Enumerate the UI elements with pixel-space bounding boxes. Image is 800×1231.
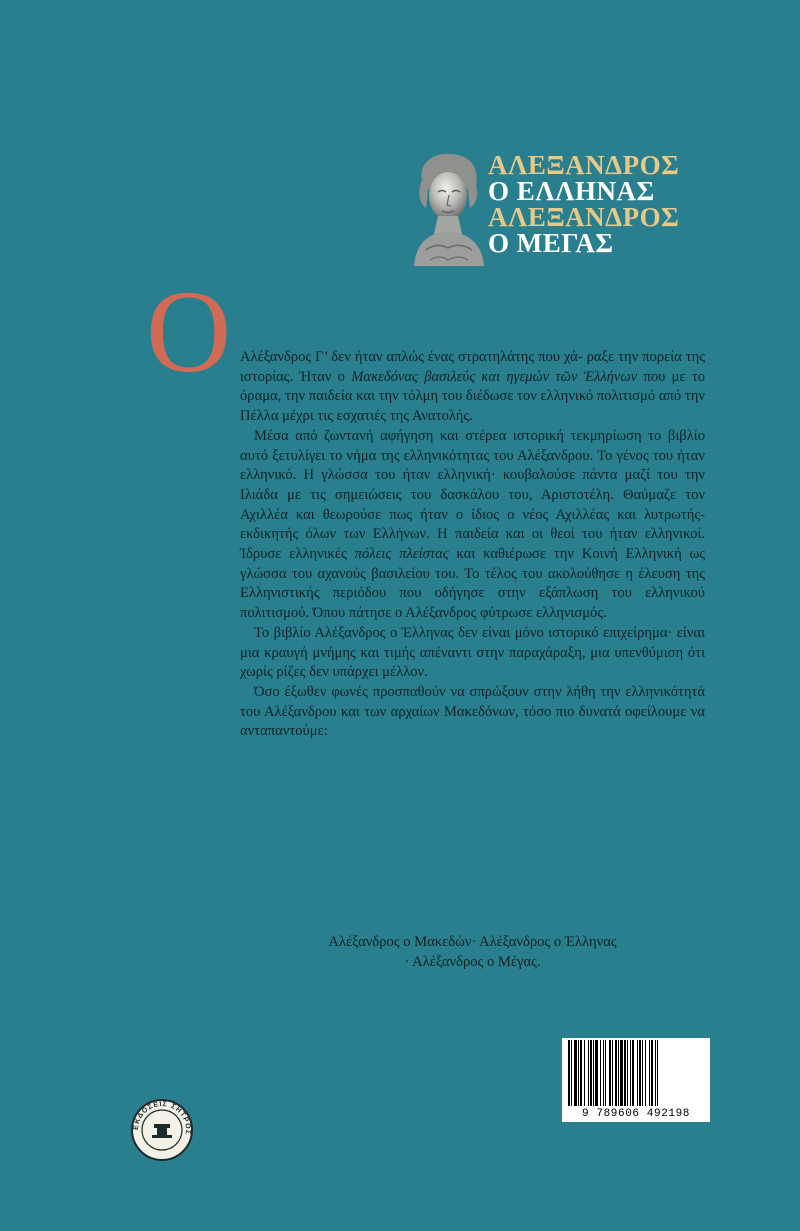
barcode-bar xyxy=(600,1040,601,1106)
publisher-logo-text: ΕΚΔΟΣΕΙΣ ΣΗΤΡΟΣ xyxy=(132,1100,192,1136)
barcode-bar xyxy=(571,1040,572,1106)
barcode-bar xyxy=(568,1040,570,1106)
alexander-bust-image xyxy=(408,150,488,268)
barcode-bar xyxy=(624,1040,626,1106)
cover-title xyxy=(488,152,679,256)
paragraph-1-italic-1: Μακεδόνας βασιλεύς xyxy=(351,368,476,385)
paragraph-1 xyxy=(240,348,705,427)
barcode-bar xyxy=(632,1040,634,1106)
paragraph-1-part-3: που με το όραμα, την παιδεία και την τόλμη του διέδωσε τον ελληνικό πολιτισμό από την Πέλλα μέχρι τις εσχατιές της Ανατολής. xyxy=(240,368,705,425)
paragraph-3: Το βιβλίο Αλέξανδρος ο Έλληνας δεν είναι μόνο ιστορικό επιχείρημα· είναι μια κραυγή μνήμης και τιμής απέναντι στην παραχάραξη, μια υπενθύμιση ότι χωρίς ρίζες δεν υπάρχει μέλλον. xyxy=(240,624,705,681)
barcode-bar xyxy=(590,1040,592,1106)
isbn-digits: 9 789606 492198 xyxy=(581,1108,691,1120)
barcode-bar xyxy=(637,1040,638,1106)
paragraph-1-part-2: ραξε την πορεία της ιστορίας. Ήταν ο xyxy=(240,349,705,385)
title-line-3: ΑΛΕΞΑΝΔΡΟΣ xyxy=(488,202,680,232)
isbn-barcode xyxy=(562,1038,710,1122)
paragraph-1-italic-2: και ηγεμών τῶν Ἑλλήνων xyxy=(481,368,638,385)
blurb-body xyxy=(240,348,705,742)
paragraph-2 xyxy=(240,427,705,624)
barcode-bar xyxy=(605,1040,606,1106)
barcode-bar xyxy=(657,1040,658,1106)
barcode-bar xyxy=(627,1040,628,1106)
barcode-bar xyxy=(655,1040,656,1106)
paragraph-1-part-1: Αλέξανδρος Γ’ δεν ήταν απλώς ένας στρατηλάτης που χά- xyxy=(240,349,583,365)
closing-line-1: Αλέξανδρος ο Μακεδών· Αλέξανδρος ο Έλληνας xyxy=(328,934,617,950)
paragraph-2-italic: πόλεις πλείστας xyxy=(354,546,449,563)
barcode-bar xyxy=(588,1040,589,1106)
barcode-bar xyxy=(603,1040,604,1106)
closing-lines xyxy=(240,932,705,972)
paragraph-2-part-1: Μέσα από ζωντανή αφήγηση και στέρεα ιστορική τεκμηρίωση το βιβλίο αυτό ξετυλίγει το νήμα της ελληνικότητας του Αλέξανδρου. Το γένος του ήταν ελληνικό. Η γλώσσα του ήταν ελληνική· κουβαλούσε πάντα μαζί του την Ιλιάδα με τις σημειώσεις του δασκάλου του, Αριστοτέλη. Θαύμαζε τον Αχιλλέα και θεωρούσε πως ήταν ο ίδιος ο νέος Αχιλλέας και λυτρωτής- εκδικητής όλων των Ελλήνων. Η παιδεία και οι θεοί του ήταν ελληνικοί. Ίδρυσε ελληνικές xyxy=(240,427,705,563)
barcode-bar xyxy=(612,1040,613,1106)
paragraph-2-part-2: και καθιέρωσε την Κοινή Ελληνική ως γλώσσα του αχανούς βασιλείου του. Το τέλος του ακολούθησε η έλευση της Ελληνιστικής περιόδου που οδήγησε στην εξάπλωση του ελληνικού πολιτισμού. Όπου πάτησε ο Αλέξανδρος φύτρωσε ελληνισμός. xyxy=(240,546,705,622)
barcode-bar xyxy=(620,1040,623,1106)
barcode-bar xyxy=(615,1040,617,1106)
drop-cap: Ο xyxy=(146,266,232,397)
barcode-bar xyxy=(609,1040,611,1106)
title-line-1: ΑΛΕΞΑΝΔΡΟΣ xyxy=(488,150,680,180)
barcode-bar xyxy=(651,1040,653,1106)
barcode-bar xyxy=(584,1040,585,1106)
barcode-bar xyxy=(580,1040,582,1106)
barcode-bar xyxy=(642,1040,643,1106)
barcode-bar xyxy=(645,1040,646,1106)
barcode-bar xyxy=(630,1040,631,1106)
barcode-bar xyxy=(578,1040,579,1106)
barcode-bar xyxy=(639,1040,641,1106)
barcode-bar xyxy=(593,1040,594,1106)
barcode-bar xyxy=(595,1040,598,1106)
title-line-4: Ο ΜΕΓΑΣ xyxy=(488,228,614,258)
barcode-bar xyxy=(649,1040,650,1106)
publisher-logo xyxy=(130,1098,194,1162)
paragraph-4: Όσο έξωθεν φωνές προσπαθούν να σπρώξουν στην λήθη την ελληνικότητά του Αλέξανδρου και των αρχαίων Μακεδόνων, τόσο πιο δυνατά οφείλουμε να ανταπαντούμε: xyxy=(240,683,705,740)
closing-line-2: · Αλέξανδρος ο Μέγας. xyxy=(404,954,541,970)
barcode-bar xyxy=(618,1040,619,1106)
barcode-bar xyxy=(574,1040,577,1106)
barcode-bars xyxy=(562,1040,710,1110)
title-line-2: Ο ΕΛΛΗΝΑΣ xyxy=(488,176,655,206)
